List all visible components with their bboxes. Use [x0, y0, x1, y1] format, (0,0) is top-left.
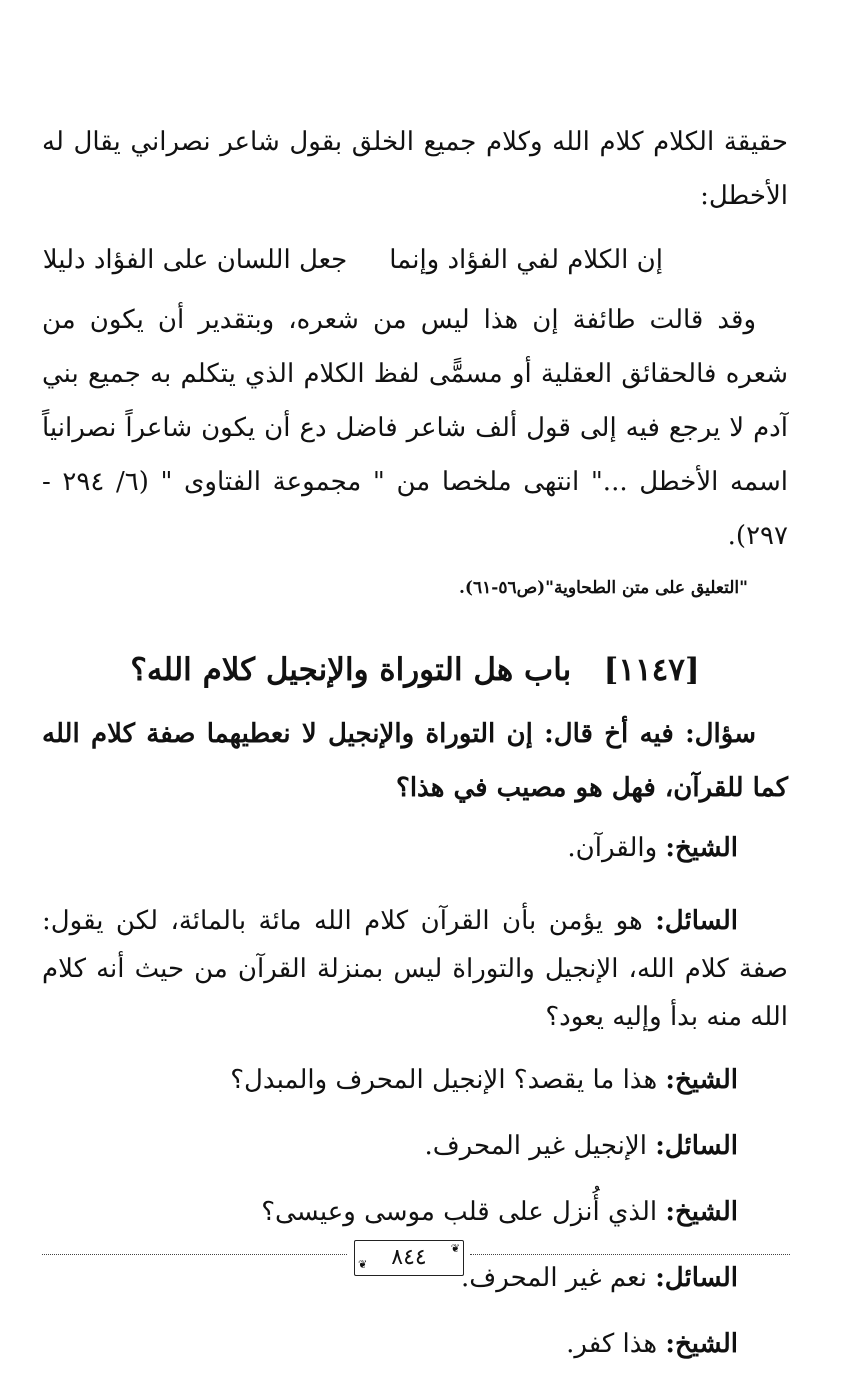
dialogue-text: نعم غير المحرف. — [461, 1263, 656, 1293]
dialogue-line — [42, 897, 788, 1041]
footer-rule-right — [470, 1254, 790, 1255]
page-footer — [42, 1240, 790, 1280]
ornament-icon: ❦ — [450, 1242, 460, 1255]
opening-line: حقيقة الكلام كلام الله وكلام جميع الخلق بقول شاعر نصراني يقال له الأخطل: — [42, 127, 788, 211]
dialogue-text: هذا كفر. — [566, 1329, 666, 1359]
speaker-label: السائل: — [655, 906, 738, 936]
page-number-box — [354, 1240, 464, 1276]
dialogue-text: هذا ما يقصد؟ الإنجيل المحرف والمبدل؟ — [230, 1065, 666, 1095]
speaker-label: السائل: — [655, 1131, 738, 1161]
footer-rule-left — [42, 1254, 347, 1255]
speaker-label: الشيخ: — [665, 1065, 738, 1095]
speaker-label: السائل: — [655, 1263, 738, 1293]
page-number: ٨٤٤ — [391, 1245, 427, 1270]
dialogue-text: هو يؤمن بأن القرآن كلام الله مائة بالمائة، لكن يقول: صفة كلام الله، الإنجيل والتوراة ليس بمنزلة القرآن من حيث أنه كلام الله منه بدأ وإليه يعود؟ — [42, 906, 788, 1032]
chapter-title-text: باب هل التوراة والإنجيل كلام الله؟ — [130, 652, 572, 688]
chapter-heading — [42, 643, 788, 697]
speaker-label: الشيخ: — [665, 1329, 738, 1359]
dialogue-line — [42, 815, 788, 881]
dialogue-text: الذي أُنزل على قلب موسى وعيسى؟ — [261, 1197, 666, 1227]
page-body — [42, 115, 788, 1377]
poem-verse — [42, 233, 788, 287]
dialogue-text: الإنجيل غير المحرف. — [424, 1131, 656, 1161]
verse-second-hemistich: جعل اللسان على الفؤاد دليلا — [42, 245, 348, 275]
verse-first-hemistich: إن الكلام لفي الفؤاد وإنما — [389, 245, 663, 275]
dialogue-text: والقرآن. — [567, 833, 666, 863]
speaker-label: الشيخ: — [665, 833, 738, 863]
chapter-number: [١١٤٧] — [603, 652, 700, 688]
question-paragraph: سؤال: فيه أخ قال: إن التوراة والإنجيل لا نعطيهما صفة كلام الله كما للقرآن، فهل هو مصيب في هذا؟ — [42, 719, 788, 803]
quoted-paragraph: وقد قالت طائفة إن هذا ليس من شعره، وبتقدير أن يكون من شعره فالحقائق العقلية أو مسمًّى لفظ الكلام الذي يتكلم به جميع بني آدم لا يرجع فيه إلى قول ألف شاعر فاضل دع أن يكون شاعراً نصرانياً اسمه الأخطل ..." انتهى ملخصا من " مجموعة الفتاوى " (٦/ ٢٩٤ - ٢٩٧). — [42, 305, 788, 551]
source-note: "التعليق على متن الطحاوية"(ص٥٦-٦١). — [459, 578, 748, 598]
dialogue-line — [42, 1179, 788, 1245]
dialogue-line — [42, 1311, 788, 1377]
ornament-icon: ❦ — [358, 1258, 368, 1271]
dialogue-line — [42, 1047, 788, 1113]
speaker-label: الشيخ: — [665, 1197, 738, 1227]
dialogue-line — [42, 1113, 788, 1179]
